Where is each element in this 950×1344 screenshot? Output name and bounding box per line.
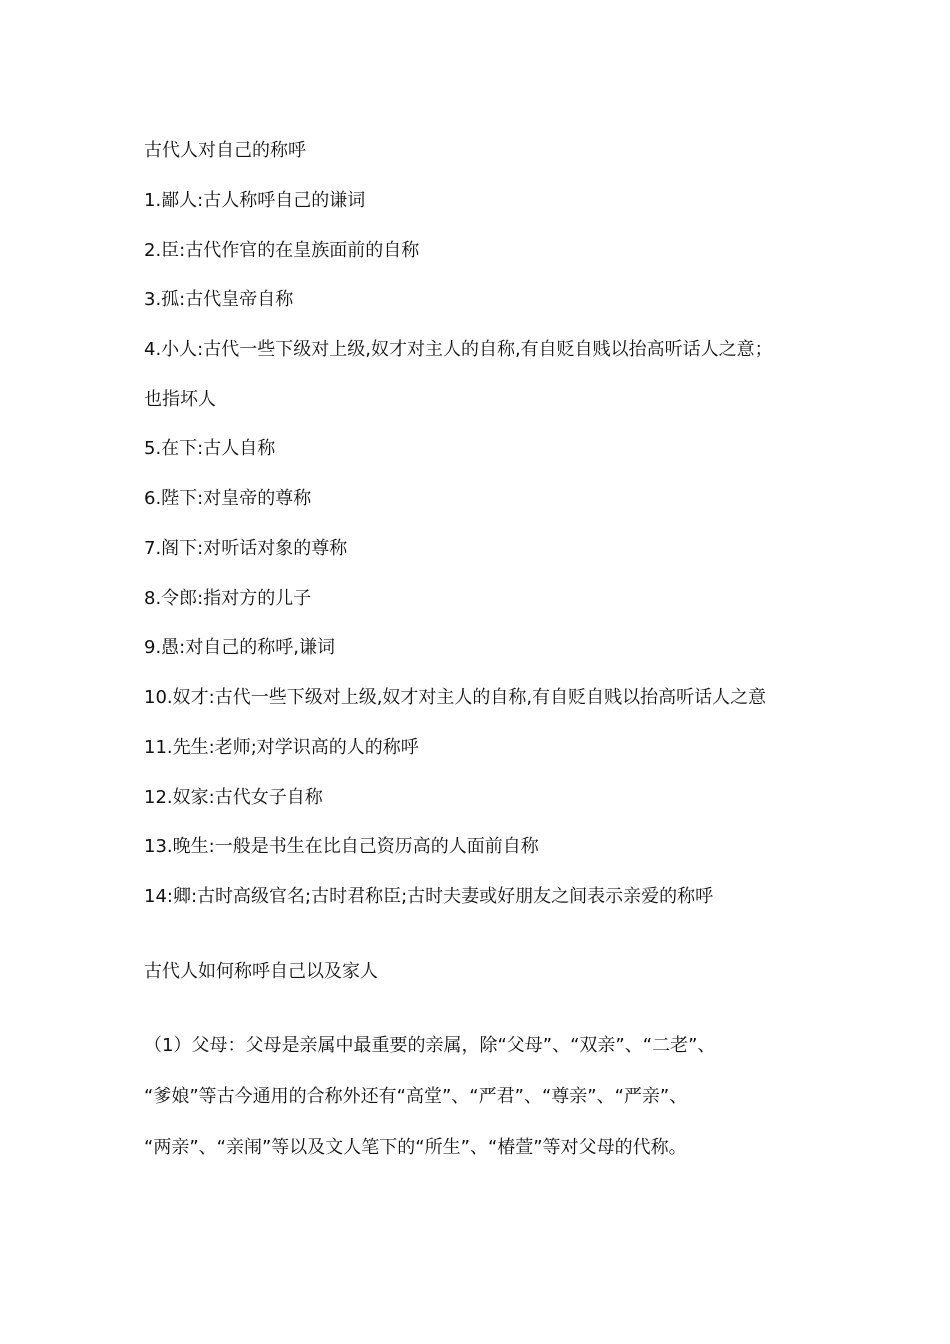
list-item: 10.奴才:古代一些下级对上级,奴才对主人的自称,有自贬自贱以抬高听话人之意 [144, 687, 767, 708]
list-item: 5.在下:古人自称 [144, 438, 276, 459]
list-item: 8.令郎:指对方的儿子 [144, 588, 312, 609]
list-item: 4.小人:古代一些下级对上级,奴才对主人的自称,有自贬自贱以抬高听话人之意； [144, 339, 773, 360]
list-item: 6.陛下:对皇帝的尊称 [144, 488, 312, 509]
list-item: 12.奴家:古代女子自称 [144, 787, 323, 808]
paragraph-line: “爹娘”等古今通用的合称外还有“高堂”、“严君”、“尊亲”、“严亲”、 [144, 1086, 688, 1107]
list-item: 7.阁下:对听话对象的尊称 [144, 538, 348, 559]
list-item: 3.孤:古代皇帝自称 [144, 289, 294, 310]
list-item: 11.先生:老师;对学识高的人的称呼 [144, 737, 419, 758]
list-item: 9.愚:对自己的称呼,谦词 [144, 637, 335, 658]
section-title: 古代人对自己的称呼 [144, 140, 306, 161]
list-item: 14:卿:古时高级官名;古时君称臣;古时夫妻或好朋友之间表示亲爱的称呼 [144, 886, 714, 907]
list-item: 1.鄙人:古人称呼自己的谦词 [144, 190, 366, 211]
paragraph-line: （1）父母：父母是亲属中最重要的亲属，除“父母”、“双亲”、“二老”、 [144, 1035, 716, 1056]
list-item-continuation: 也指坏人 [144, 389, 216, 410]
paragraph-line: “两亲”、“亲闱”等以及文人笔下的“所生”、“椿萱”等对父母的代称。 [144, 1137, 687, 1158]
list-item: 13.晚生:一般是书生在比自己资历高的人面前自称 [144, 836, 539, 857]
section-title: 古代人如何称呼自己以及家人 [144, 961, 378, 982]
list-item: 2.臣:古代作官的在皇族面前的自称 [144, 240, 420, 261]
